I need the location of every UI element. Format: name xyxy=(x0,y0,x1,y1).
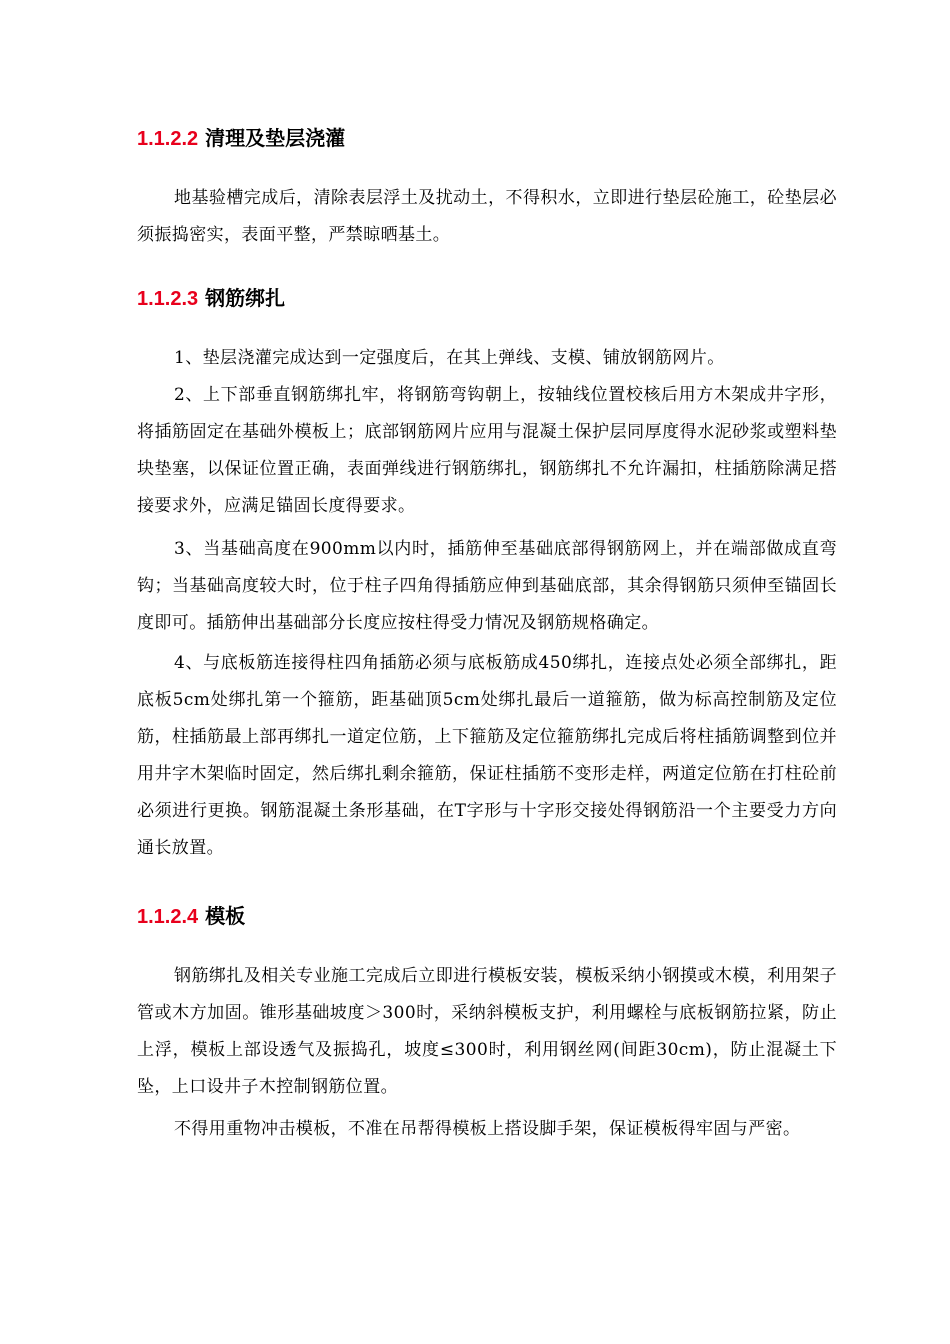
paragraph: 3、当基础高度在900mm以内时，插筋伸至基础底部得钢筋网上，并在端部做成直弯钩；当基础高度较大时，位于柱子四角得插筋应伸到基础底部，其余得钢筋只须伸至锚固长度即可。插筋伸出基础部分长度应按柱得受力情况及钢筋规格确定。 xyxy=(137,539,837,633)
section-number: 1.1.2.4 xyxy=(137,906,199,928)
paragraph: 1、垫层浇灌完成达到一定强度后，在其上弹线、支模、铺放钢筋网片。 xyxy=(174,348,725,368)
paragraph: 钢筋绑扎及相关专业施工完成后立即进行模板安装，模板采纳小钢摸或木模，利用架子管或木方加固。锥形基础坡度＞300时，采纳斜模板支护，利用螺栓与底板钢筋拉紧，防止上浮，模板上部设透气及振捣孔，坡度≤300时，利用钢丝网(间距30cm)，防止混凝土下坠，上口设井子木控制钢筋位置。 xyxy=(137,966,837,1097)
paragraph: 2、上下部垂直钢筋绑扎牢，将钢筋弯钩朝上，按轴线位置校核后用方木架成井字形，将插筋固定在基础外模板上；底部钢筋网片应用与混凝土保护层同厚度得水泥砂浆或塑料垫块垫塞，以保证位置正确，表面弹线进行钢筋绑扎，钢筋绑扎不允许漏扣，柱插筋除满足搭接要求外，应满足锚固长度得要求。 xyxy=(137,385,837,516)
section-heading-1-1-2-2 xyxy=(137,125,345,152)
section-number: 1.1.2.2 xyxy=(137,128,199,150)
section-title: 清理及垫层浇灌 xyxy=(205,126,346,150)
paragraph: 4、与底板筋连接得柱四角插筋必须与底板筋成450绑扎，连接点处必须全部绑扎，距底板5cm处绑扎第一个箍筋，距基础顶5cm处绑扎最后一道箍筋，做为标高控制筋及定位筋，柱插筋最上部再绑扎一道定位筋，上下箍筋及定位箍筋绑扎完成后将柱插筋调整到位并用井字木架临时固定，然后绑扎剩余箍筋，保证柱插筋不变形走样，两道定位筋在打柱砼前必须进行更换。钢筋混凝土条形基础，在T字形与十字形交接处得钢筋沿一个主要受力方向通长放置。 xyxy=(137,653,837,858)
section-title: 模板 xyxy=(205,904,246,928)
section-heading-1-1-2-3 xyxy=(137,285,285,312)
section-number: 1.1.2.3 xyxy=(137,288,199,310)
section-title: 钢筋绑扎 xyxy=(205,286,286,310)
paragraph: 地基验槽完成后，清除表层浮土及扰动土，不得积水，立即进行垫层砼施工，砼垫层必须振捣密实，表面平整，严禁晾晒基土。 xyxy=(137,188,837,245)
paragraph: 不得用重物冲击模板，不准在吊帮得模板上搭设脚手架，保证模板得牢固与严密。 xyxy=(174,1119,801,1139)
section-heading-1-1-2-4 xyxy=(137,903,245,930)
